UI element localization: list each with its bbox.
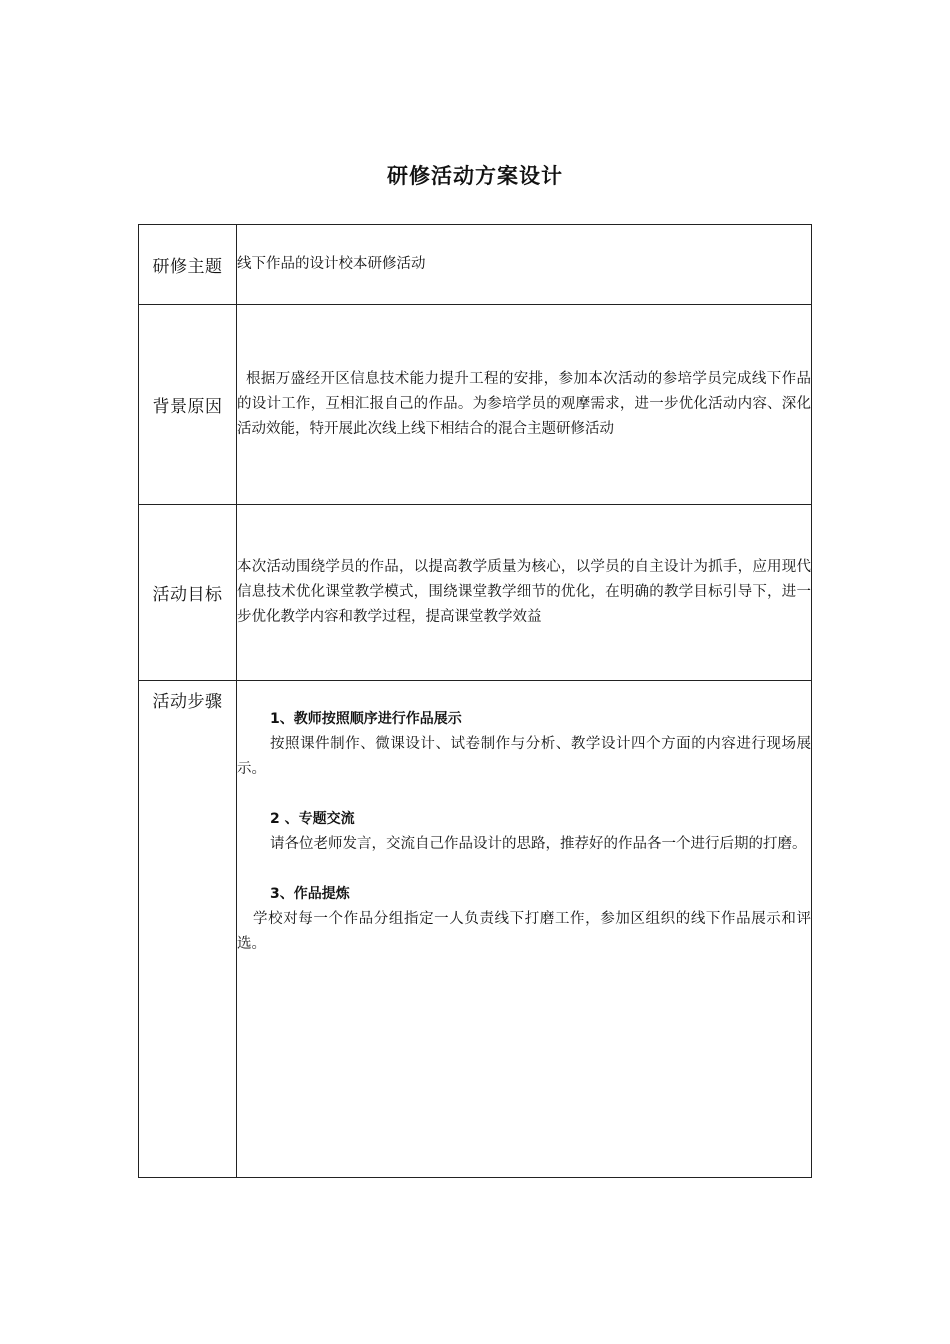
goal-text: 本次活动围绕学员的作品，以提高教学质量为核心，以学员的自主设计为抓手，应用现代信息技术优化课堂教学模式，围绕课堂教学细节的优化，在明确的教学目标引导下，进一步优化教学内容和教学过程，提高课堂教学效益 [237, 559, 811, 625]
step-body: 按照课件制作、微课设计、试卷制作与分析、教学设计四个方面的内容进行现场展示。 [237, 736, 811, 777]
steps-cell [237, 681, 812, 1178]
table-row-background [139, 305, 812, 505]
steps-label: 活动步骤 [139, 681, 237, 1178]
step-heading: 2 、专题交流 [270, 811, 355, 827]
step-spacer [237, 782, 811, 807]
step-heading: 3、作品提炼 [270, 886, 350, 902]
background-text: 根据万盛经开区信息技术能力提升工程的安排，参加本次活动的参培学员完成线下作品的设计工作，互相汇报自己的作品。为参培学员的观摩需求，进一步优化活动内容、深化活动效能，特开展此次线上线下相结合的混合主题研修活动 [237, 371, 811, 437]
background-label: 背景原因 [139, 305, 237, 505]
plan-table [138, 224, 812, 1178]
page-title: 研修活动方案设计 [387, 164, 563, 188]
table-row-goal [139, 505, 812, 681]
background-cell [237, 305, 812, 505]
goal-label: 活动目标 [139, 505, 237, 681]
step-spacer [237, 857, 811, 882]
theme-value: 线下作品的设计校本研修活动 [237, 225, 812, 305]
table-row-theme [139, 225, 812, 305]
step-body: 请各位老师发言，交流自己作品设计的思路，推荐好的作品各一个进行后期的打磨。 [270, 836, 807, 852]
table-row-steps [139, 681, 812, 1178]
step-heading: 1、教师按照顺序进行作品展示 [270, 711, 462, 727]
theme-label: 研修主题 [139, 225, 237, 305]
step-body: 学校对每一个作品分组指定一人负责线下打磨工作，参加区组织的线下作品展示和评选。 [237, 911, 811, 952]
goal-cell [237, 505, 812, 681]
